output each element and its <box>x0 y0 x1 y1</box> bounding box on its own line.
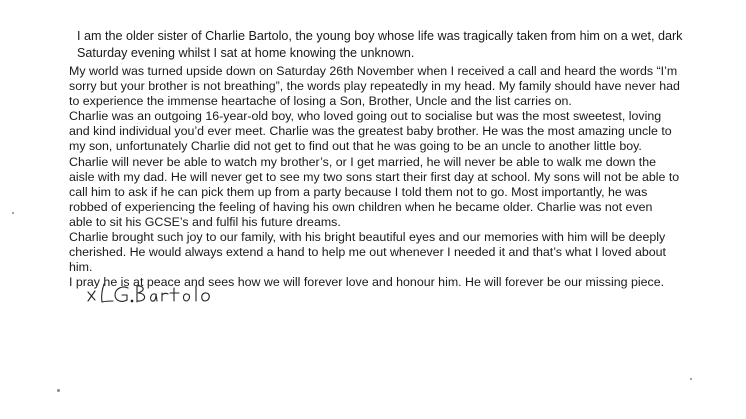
scan-speck <box>57 389 60 392</box>
statement-body <box>69 64 741 290</box>
statement-line: able to sit his GCSE’s and fulfil his future dreams. <box>69 214 341 229</box>
statement-line: robbed of experiencing the feeling of having his own children when he became older. Charlie was not even <box>69 199 653 214</box>
intro-line: Saturday evening whilst I sat at home knowing the unknown. <box>77 46 415 60</box>
statement-line: I pray he is at peace and sees how we will forever love and honour him. He will forever be our missing piece. <box>69 275 665 290</box>
statement-line: him. <box>69 260 93 275</box>
statement-line: to experience the immense heartache of losing a Son, Brother, Uncle and the list carries on. <box>69 94 572 109</box>
scan-speck <box>690 378 692 380</box>
statement-line: my son, unfortunately Charlie did not get to find out that he was going to be an uncle to another little boy. <box>69 139 642 154</box>
statement-line: My world was turned upside down on Saturday 26th November when I received a call and heard the words “I’m <box>69 64 678 78</box>
statement-line: aisle with my dad. He will never get to see my two sons start their first day at school. My sons will not be able to <box>69 169 680 184</box>
statement-line: and kind individual you’d ever meet. Charlie was the greatest baby brother. He was the most amazing uncle to <box>69 124 672 139</box>
statement-line: call him to ask if he can pick them up from a party because I told them not to go. Most importantly, he was <box>69 184 648 199</box>
handwritten-signature <box>86 280 256 312</box>
statement-line: cherished. He would always extend a hand to help me out whenever I needed it and that’s what I loved about <box>69 245 666 260</box>
statement-line: Charlie will never be able to watch my brother’s, or I get married, he will never be able to walk me down the <box>69 154 657 169</box>
intro-line: I am the older sister of Charlie Bartolo, the young boy whose life was tragically taken from him on a wet, dark <box>77 29 683 43</box>
scan-speck <box>12 212 14 214</box>
intro-paragraph <box>77 28 737 62</box>
statement-line: Charlie was an outgoing 16-year-old boy, who loved going out to socialise but was the most sweetest, loving <box>69 109 662 124</box>
statement-line: Charlie brought such joy to our family, with his bright beautiful eyes and our memories with him will be deeply <box>69 230 666 245</box>
statement-line: sorry but your brother is not breathing”, the words play repeatedly in my head. My family should have never had <box>69 79 680 94</box>
